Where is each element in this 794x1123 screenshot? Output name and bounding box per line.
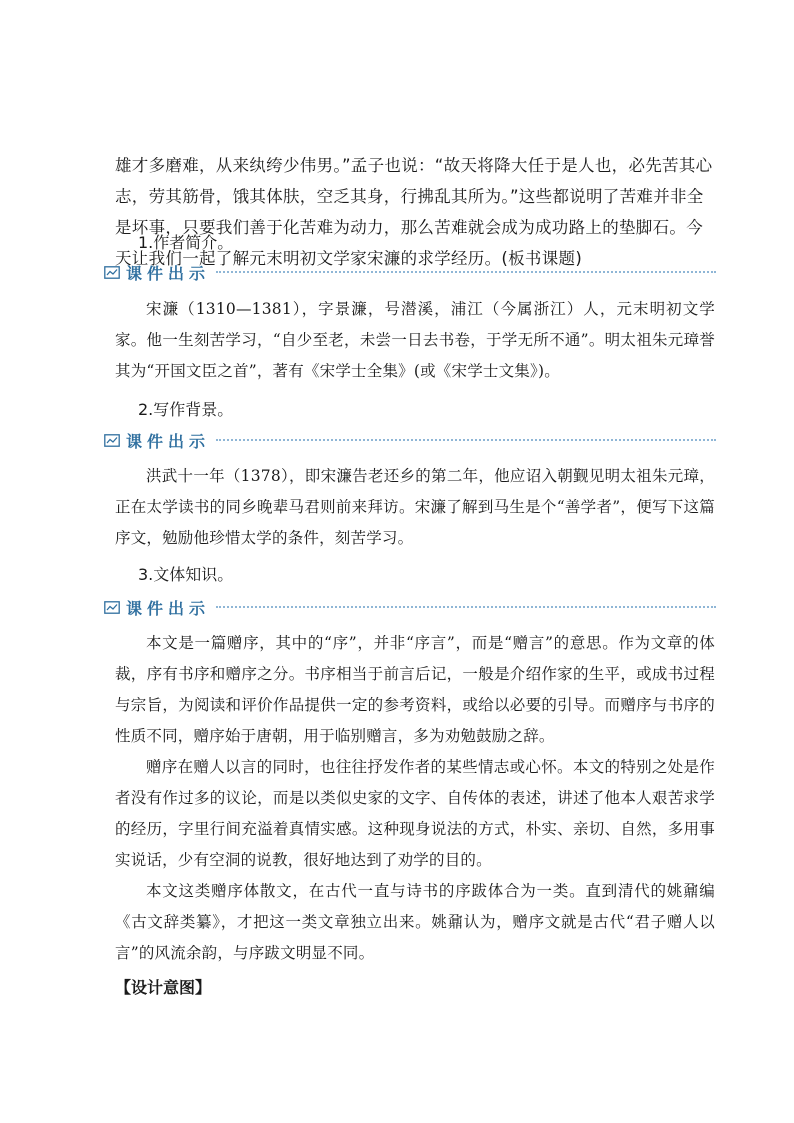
- chart-board-icon: [104, 434, 120, 447]
- chart-board-icon: [104, 601, 120, 614]
- courseware-banner-1: [104, 262, 716, 282]
- courseware-label: 课件出示: [126, 431, 211, 451]
- genre-paragraph-3: 本文这类赠序体散文，在古代一直与诗书的序跋体合为一类。直到清代的姚鼐编《古文辞类纂》，才把这一类文章独立出来。姚鼐认为，赠序文就是古代“君子赠人以言”的风流余韵，与序跋文明显不同。: [115, 882, 715, 962]
- background-block: [115, 461, 715, 554]
- courseware-label: 课件出示: [126, 598, 211, 618]
- section-heading-author: 1.作者简介。: [138, 233, 234, 252]
- intro-paragraph: [115, 150, 715, 274]
- design-intent-heading: 【设计意图】: [115, 978, 212, 997]
- chart-board-icon: [104, 266, 120, 279]
- author-paragraph: 宋濂（1310—1381），字景濂，号潜溪，浦江（今属浙江）人，元末明初文学家。他一生刻苦学习，“自少至老，未尝一日去书卷，于学无所不通”。明太祖朱元璋誉其为“开国文臣之首”，著有《宋学士全集》(或《宋学士文集》)。: [115, 300, 715, 380]
- dotted-divider: [216, 606, 716, 608]
- courseware-label: 课件出示: [126, 263, 211, 283]
- genre-paragraph-2: 赠序在赠人以言的同时，也往往抒发作者的某些情志或心怀。本文的特别之处是作者没有作过多的议论，而是以类似史家的文字、自传体的表述，讲述了他本人艰苦求学的经历，字里行间充溢着真情实感。这种现身说法的方式，朴实、亲切、自然，多用事实说话，少有空洞的说教，很好地达到了劝学的目的。: [115, 758, 715, 869]
- genre-paragraph-1: 本文是一篇赠序，其中的“序”，并非“序言”，而是“赠言”的意思。作为文章的体裁，序有书序和赠序之分。书序相当于前言后记，一般是介绍作家的生平，或成书过程与宗旨，为阅读和评价作品提供一定的参考资料，或给以必要的引导。而赠序与书序的性质不同，赠序始于唐朝，用于临别赠言，多为劝勉鼓励之辞。: [115, 634, 715, 745]
- genre-knowledge-block: [115, 628, 715, 969]
- intro-text: 雄才多磨难，从来纨绔少伟男。”孟子也说：“故天将降大任于是人也，必先苦其心志，劳其筋骨，饿其体肤，空乏其身，行拂乱其所为。”这些都说明了苦难并非全是坏事，只要我们善于化苦难为动力，那么苦难就会成为成功路上的垫脚石。今天让我们一起了解元末明初文学家宋濂的求学经历。(板书课题): [115, 156, 713, 268]
- section-heading-background: 2.写作背景。: [138, 400, 234, 419]
- author-intro-block: [115, 294, 715, 387]
- dotted-divider: [216, 439, 716, 441]
- courseware-banner-3: [104, 597, 716, 617]
- section-heading-genre: 3.文体知识。: [138, 565, 234, 584]
- courseware-banner-2: [104, 430, 716, 450]
- background-paragraph: 洪武十一年（1378），即宋濂告老还乡的第二年，他应诏入朝觐见明太祖朱元璋，正在太学读书的同乡晚辈马君则前来拜访。宋濂了解到马生是个“善学者”，便写下这篇序文，勉励他珍惜太学的条件，刻苦学习。: [115, 467, 715, 547]
- dotted-divider: [216, 271, 716, 273]
